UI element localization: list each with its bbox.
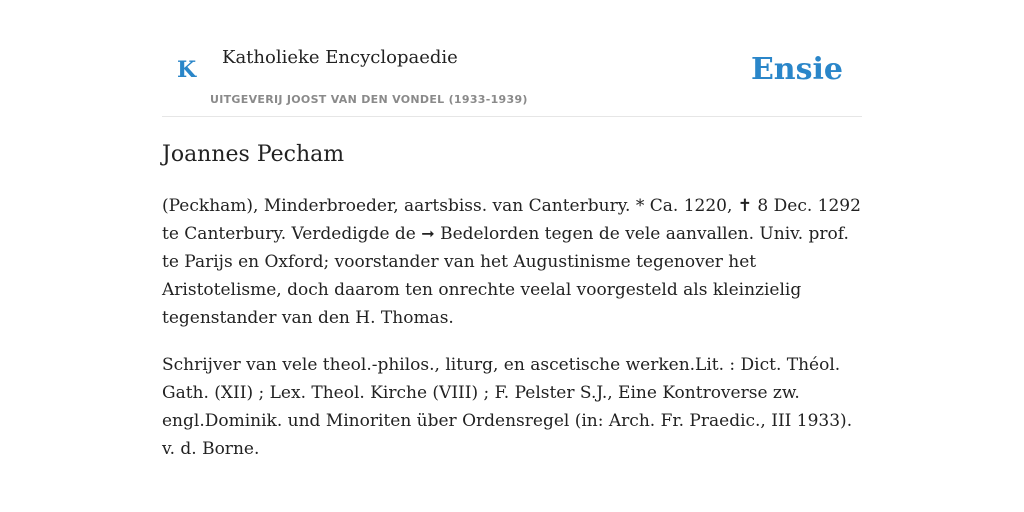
article-title: Joannes Pecham — [162, 142, 345, 167]
article-paragraph — [162, 192, 862, 332]
cross-reference-arrow-icon: ➞ — [421, 224, 435, 243]
cross-reference-link[interactable]: Bedelorden — [440, 224, 540, 244]
article-body — [162, 192, 862, 482]
site-title[interactable]: Katholieke Encyclopaedie — [222, 47, 458, 68]
site-header — [162, 40, 862, 117]
paragraph-text: (Peckham), Minderbroeder, aartsbiss. van Canterbury. * Ca. 1220, ✝ 8 Dec. 1292 te Canterbury. Verdedigde de — [162, 196, 861, 244]
brand-logo[interactable]: Ensie — [750, 52, 843, 87]
paragraph-text: tegen de vele aanvallen. Univ. prof. te Parijs en Oxford; voorstander van het Augustinisme tegenover het Aristotelisme, doch daarom ten onrechte veelal voorgesteld als kleinzielig tegenstander van den H. Thomas. — [162, 224, 849, 328]
logo-icon[interactable]: K — [177, 57, 197, 83]
site-subtitle: UITGEVERIJ JOOST VAN DEN VONDEL (1933-1939) — [210, 93, 528, 106]
article-paragraph: Schrijver van vele theol.-philos., liturg, en ascetische werken.Lit. : Dict. Théol. Gath. (XII) ; Lex. Theol. Kirche (VIII) ; F. Pelster S.J., Eine Kontroverse zw. engl.Dominik. und Minoriten über Ordensregel (in: Arch. Fr. Praedic., III 1933). v. d. Borne. — [162, 355, 853, 459]
